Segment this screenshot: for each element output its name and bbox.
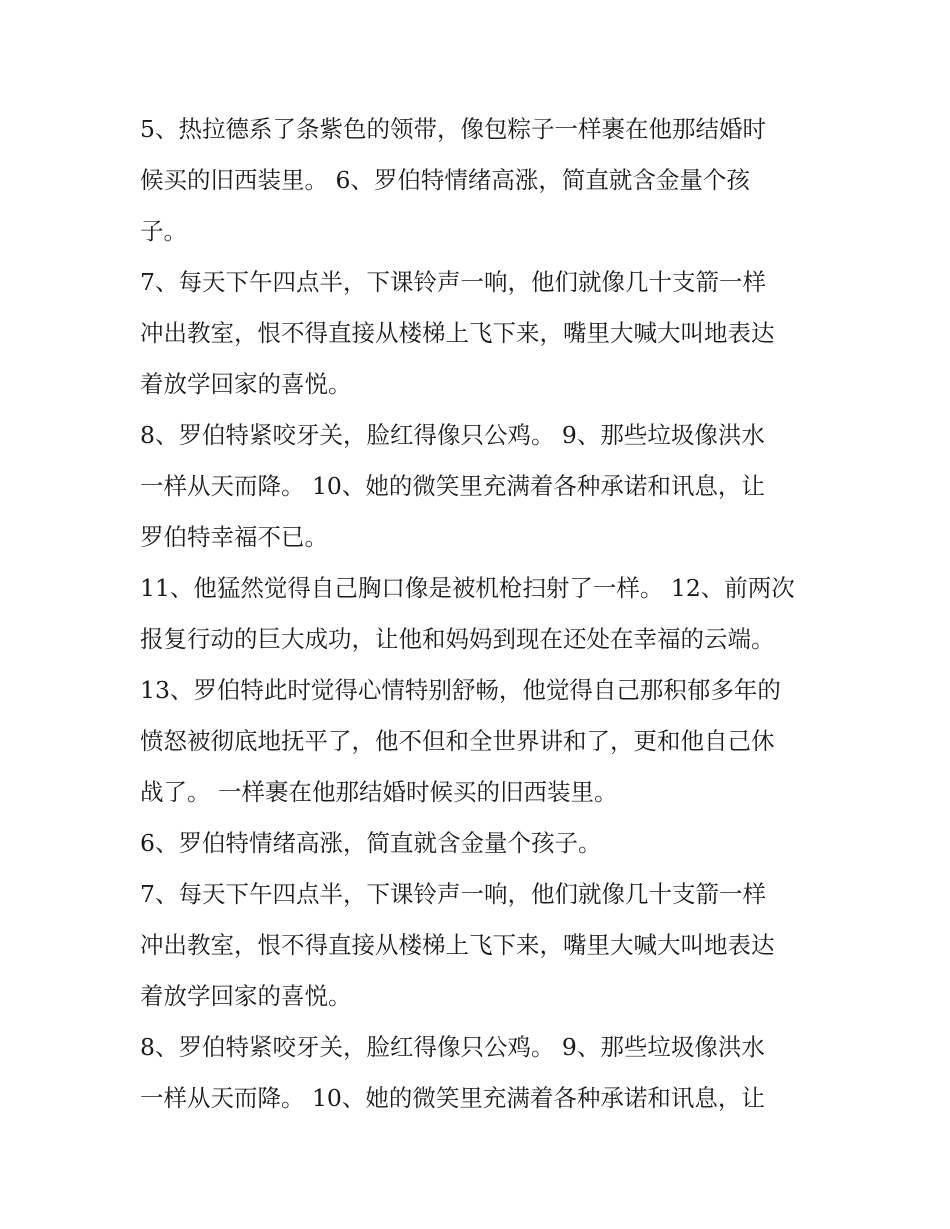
text-line-8: 一样从天而降。 10、她的微笑里充满着各种承诺和讯息，让 (140, 472, 765, 500)
text-line-12: 13、罗伯特此时觉得心情特别舒畅，他觉得自己那积郁多年的 (140, 676, 781, 704)
text-line-20: 一样从天而降。 10、她的微笑里充满着各种承诺和讯息，让 (140, 1084, 765, 1112)
text-line-19: 8、罗伯特紧咬牙关，脸红得像只公鸡。 9、那些垃圾像洪水 (140, 1033, 765, 1061)
text-line-9: 罗伯特幸福不已。 (140, 523, 328, 551)
text-line-18: 着放学回家的喜悦。 (140, 982, 352, 1010)
text-line-17: 冲出教室，恨不得直接从楼梯上飞下来，嘴里大喊大叫地表达 (140, 931, 775, 959)
text-line-4: 7、每天下午四点半，下课铃声一响，他们就像几十支箭一样 (140, 268, 766, 296)
document-text (140, 104, 820, 1124)
text-line-2: 候买的旧西装里。 6、罗伯特情绪高涨，简直就含金量个孩 (140, 166, 750, 194)
text-line-5: 冲出教室，恨不得直接从楼梯上飞下来，嘴里大喊大叫地表达 (140, 319, 775, 347)
text-line-7: 8、罗伯特紧咬牙关，脸红得像只公鸡。 9、那些垃圾像洪水 (140, 421, 765, 449)
text-line-1: 5、热拉德系了条紫色的领带，像包粽子一样裹在他那结婚时 (140, 115, 766, 143)
text-line-11: 报复行动的巨大成功，让他和妈妈到现在还处在幸福的云端。 (140, 625, 775, 653)
text-line-6: 着放学回家的喜悦。 (140, 370, 352, 398)
text-line-15: 6、罗伯特情绪高涨，简直就含金量个孩子。 (140, 829, 602, 857)
text-line-14: 战了。 一样裹在他那结婚时候买的旧西装里。 (140, 778, 618, 806)
text-line-13: 愤怒被彻底地抚平了，他不但和全世界讲和了，更和他自己休 (140, 727, 775, 755)
text-line-16: 7、每天下午四点半，下课铃声一响，他们就像几十支箭一样 (140, 880, 766, 908)
text-line-10: 11、他猛然觉得自己胸口像是被机枪扫射了一样。 12、前两次 (140, 574, 795, 602)
text-line-3: 子。 (140, 217, 187, 245)
